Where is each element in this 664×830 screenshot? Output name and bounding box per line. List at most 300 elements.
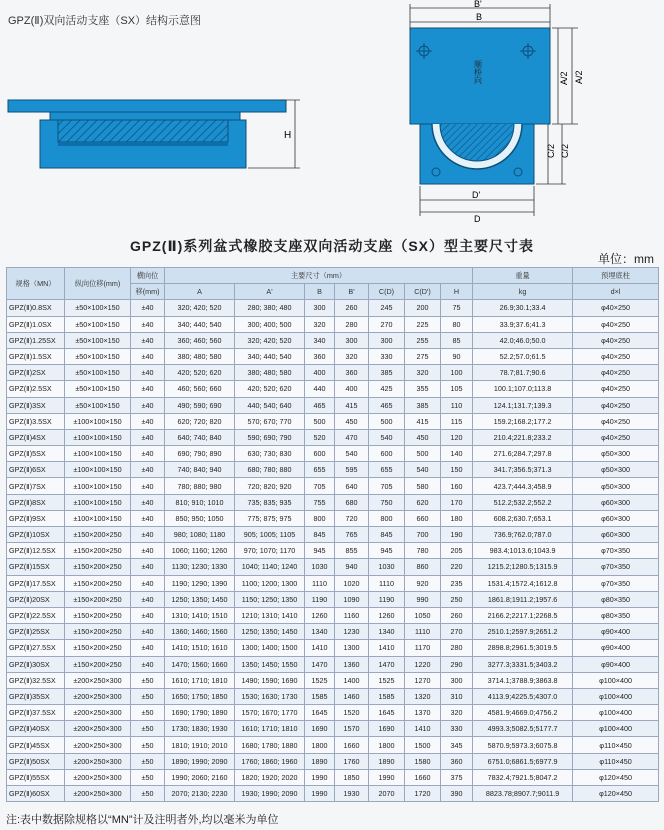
table-row <box>7 462 659 478</box>
table-cell: 52.2;57.0;61.5 <box>473 348 573 364</box>
table-row <box>7 624 659 640</box>
table-cell: 1470; 1560; 1660 <box>165 656 235 672</box>
model-cell: GPZ(Ⅱ)15SX <box>7 559 65 575</box>
table-cell: φ40×250 <box>573 316 659 332</box>
table-cell: 1160 <box>335 607 369 623</box>
table-cell: 5870.9;5973.3;6075.8 <box>473 737 573 753</box>
table-cell: 465 <box>305 397 335 413</box>
table-cell: φ40×250 <box>573 365 659 381</box>
table-cell: 1610; 1710; 1810 <box>165 672 235 688</box>
table-cell: φ70×350 <box>573 543 659 559</box>
table-cell: 270 <box>441 624 473 640</box>
table-cell: 1020 <box>335 575 369 591</box>
table-row <box>7 332 659 348</box>
table-cell: 1250; 1350; 1450 <box>165 591 235 607</box>
table-cell: 1890; 1990; 2090 <box>165 753 235 769</box>
table-cell: 7832.4;7921.5;8047.2 <box>473 769 573 785</box>
table-cell: ±50×100×150 <box>65 397 131 413</box>
table-cell: 235 <box>441 575 473 591</box>
table-cell: 800 <box>305 510 335 526</box>
table-cell: 1990; 2060; 2160 <box>165 769 235 785</box>
table-cell: 980; 1080; 1180 <box>165 527 235 543</box>
table-cell: 2166.2;2217.1;2268.5 <box>473 607 573 623</box>
table-cell: 1760 <box>335 753 369 769</box>
table-cell: ±40 <box>131 607 165 623</box>
table-cell: 200 <box>405 300 441 316</box>
table-cell: φ90×400 <box>573 656 659 672</box>
table-cell: 250 <box>441 591 473 607</box>
dim-c-half-2: C/2 <box>560 143 570 158</box>
table-cell: 415 <box>405 413 441 429</box>
table-cell: 300 <box>305 300 335 316</box>
table-cell: 750 <box>369 494 405 510</box>
table-cell: 845 <box>369 527 405 543</box>
table-row <box>7 705 659 721</box>
table-cell: ±150×200×250 <box>65 656 131 672</box>
table-cell: 655 <box>369 462 405 478</box>
table-cell: 80 <box>441 316 473 332</box>
table-cell: ±50×100×150 <box>65 365 131 381</box>
table-cell: 120 <box>441 429 473 445</box>
table-cell: 945 <box>305 543 335 559</box>
table-cell: 845 <box>305 527 335 543</box>
table-cell: 655 <box>305 462 335 478</box>
table-row <box>7 753 659 769</box>
table-cell: 1360 <box>335 656 369 672</box>
table-cell: 1215.2;1280.5;1315.9 <box>473 559 573 575</box>
table-cell: ±40 <box>131 332 165 348</box>
table-cell: 423.7;444.3;458.9 <box>473 478 573 494</box>
header-transverse-top: 横向位 <box>131 268 165 284</box>
table-cell: 360 <box>441 753 473 769</box>
table-cell: 400 <box>305 365 335 381</box>
table-cell: 140 <box>441 446 473 462</box>
header-anchor: 预埋底柱 <box>573 268 659 284</box>
table-cell: 340 <box>305 332 335 348</box>
table-cell: φ60×300 <box>573 510 659 526</box>
model-cell: GPZ(Ⅱ)20SX <box>7 591 65 607</box>
table-cell: 1520 <box>335 705 369 721</box>
dim-d-prime: D' <box>472 190 481 200</box>
table-cell: 1260 <box>369 607 405 623</box>
table-cell: 415 <box>335 397 369 413</box>
table-cell: 1650; 1750; 1850 <box>165 688 235 704</box>
table-cell: ±100×100×150 <box>65 478 131 494</box>
table-cell: 360; 460; 560 <box>165 332 235 348</box>
table-row <box>7 316 659 332</box>
table-row <box>7 769 659 785</box>
table-cell: 105 <box>441 381 473 397</box>
table-cell: ±50 <box>131 786 165 802</box>
table-cell: 2070; 2130; 2230 <box>165 786 235 802</box>
header-weight-unit: kg <box>473 284 573 300</box>
table-cell: 270 <box>369 316 405 332</box>
table-row <box>7 397 659 413</box>
table-cell: 1861.8;1911.2;1957.6 <box>473 591 573 607</box>
table-cell: ±150×200×250 <box>65 624 131 640</box>
table-cell: 320 <box>335 348 369 364</box>
table-cell: 2510.1;2597.9;2651.2 <box>473 624 573 640</box>
header-anchor-sub: d×l <box>573 284 659 300</box>
table-cell: 159.2;168.2;177.2 <box>473 413 573 429</box>
table-cell: 780; 880; 980 <box>165 478 235 494</box>
table-cell: ±40 <box>131 494 165 510</box>
dim-a-half-1: A/2 <box>559 71 569 85</box>
dim-b: B <box>476 12 483 22</box>
table-cell: 355 <box>405 381 441 397</box>
table-cell: ±150×200×250 <box>65 559 131 575</box>
table-cell: 320; 420; 520 <box>165 300 235 316</box>
table-row <box>7 348 659 364</box>
table-row <box>7 672 659 688</box>
table-cell: 6751.0;6861.5;6977.9 <box>473 753 573 769</box>
table-row <box>7 429 659 445</box>
table-cell: 680 <box>335 494 369 510</box>
table-cell: 4581.9;4669.0;4756.2 <box>473 705 573 721</box>
table-cell: 1990 <box>305 769 335 785</box>
table-cell: 33.9;37.6;41.3 <box>473 316 573 332</box>
table-cell: 630; 730; 830 <box>235 446 305 462</box>
header-main-dims: 主要尺寸（mm） <box>165 268 473 284</box>
model-cell: GPZ(Ⅱ)3SX <box>7 397 65 413</box>
table-cell: 340; 440; 540 <box>165 316 235 332</box>
plan-view-drawing <box>0 0 664 232</box>
table-cell: 425 <box>369 381 405 397</box>
table-cell: ±100×100×150 <box>65 510 131 526</box>
table-cell: ±200×250×300 <box>65 705 131 721</box>
table-row <box>7 381 659 397</box>
table-cell: 540 <box>369 429 405 445</box>
table-cell: ±100×100×150 <box>65 494 131 510</box>
table-cell: 765 <box>335 527 369 543</box>
table-cell: 340; 440; 540 <box>235 348 305 364</box>
table-cell: 1340 <box>369 624 405 640</box>
table-cell: ±40 <box>131 397 165 413</box>
table-cell: ±40 <box>131 510 165 526</box>
table-cell: 1690 <box>369 721 405 737</box>
model-cell: GPZ(Ⅱ)1.0SX <box>7 316 65 332</box>
table-cell: φ40×250 <box>573 397 659 413</box>
model-cell: GPZ(Ⅱ)40SX <box>7 721 65 737</box>
table-cell: 1410 <box>305 640 335 656</box>
table-cell: φ40×250 <box>573 413 659 429</box>
table-cell: 1930 <box>335 786 369 802</box>
table-cell: 450 <box>405 429 441 445</box>
table-cell: φ50×300 <box>573 478 659 494</box>
table-cell: 1500 <box>405 737 441 753</box>
table-cell: 1850 <box>335 769 369 785</box>
table-cell: ±150×200×250 <box>65 607 131 623</box>
table-cell: 190 <box>441 527 473 543</box>
table-cell: 490; 590; 690 <box>165 397 235 413</box>
table-cell: 90 <box>441 348 473 364</box>
table-cell: ±200×250×300 <box>65 786 131 802</box>
table-cell: ±40 <box>131 348 165 364</box>
table-cell: 300 <box>441 672 473 688</box>
table-cell: φ50×300 <box>573 446 659 462</box>
table-cell: φ110×450 <box>573 753 659 769</box>
table-cell: ±40 <box>131 365 165 381</box>
table-cell: 345 <box>441 737 473 753</box>
dim-b-prime: B' <box>474 0 482 9</box>
table-cell: ±200×250×300 <box>65 721 131 737</box>
table-cell: 150 <box>441 462 473 478</box>
table-cell: ±40 <box>131 624 165 640</box>
header-col-b: B <box>305 284 335 300</box>
table-cell: 700 <box>405 527 441 543</box>
table-cell: 1760; 1860; 1960 <box>235 753 305 769</box>
table-cell: 320 <box>305 316 335 332</box>
diagram-title: GPZ(Ⅱ)双向活动支座（SX）结构示意图 <box>8 15 202 27</box>
table-cell: 1350; 1450; 1550 <box>235 656 305 672</box>
table-cell: ±40 <box>131 575 165 591</box>
table-cell: ±40 <box>131 527 165 543</box>
header-col-b-prime: B' <box>335 284 369 300</box>
unit-label: 单位：mm <box>598 252 654 266</box>
table-cell: 905; 1005; 1105 <box>235 527 305 543</box>
table-cell: ±50 <box>131 705 165 721</box>
model-cell: GPZ(Ⅱ)9SX <box>7 510 65 526</box>
table-cell: ±100×100×150 <box>65 413 131 429</box>
table-cell: ±40 <box>131 429 165 445</box>
table-cell: 608.2;630.7;653.1 <box>473 510 573 526</box>
table-cell: ±50×100×150 <box>65 300 131 316</box>
table-cell: ±50×100×150 <box>65 316 131 332</box>
header-col-c-d-prime: C(D') <box>405 284 441 300</box>
table-cell: ±40 <box>131 543 165 559</box>
table-cell: 1660 <box>405 769 441 785</box>
table-cell: 1190 <box>305 591 335 607</box>
table-cell: 280 <box>335 316 369 332</box>
table-cell: 1530; 1630; 1730 <box>235 688 305 704</box>
table-cell: 1570; 1670; 1770 <box>235 705 305 721</box>
table-cell: 1680; 1780; 1880 <box>235 737 305 753</box>
table-cell: 360 <box>335 365 369 381</box>
table-cell: ±150×200×250 <box>65 527 131 543</box>
table-cell: 705 <box>305 478 335 494</box>
table-cell: 2070 <box>369 786 405 802</box>
table-cell: 320 <box>441 705 473 721</box>
table-cell: 680; 780; 880 <box>235 462 305 478</box>
table-cell: 1585 <box>369 688 405 704</box>
table-cell: φ100×400 <box>573 721 659 737</box>
table-row <box>7 591 659 607</box>
table-cell: φ40×250 <box>573 348 659 364</box>
table-cell: 310 <box>441 688 473 704</box>
table-cell: ±40 <box>131 478 165 494</box>
table-cell: 380; 480; 580 <box>165 348 235 364</box>
model-cell: GPZ(Ⅱ)27.5SX <box>7 640 65 656</box>
table-cell: φ90×400 <box>573 640 659 656</box>
table-cell: ±40 <box>131 462 165 478</box>
table-cell: 860 <box>405 559 441 575</box>
table-cell: 3714.1;3788.9;3863.8 <box>473 672 573 688</box>
table-cell: 1060; 1160; 1260 <box>165 543 235 559</box>
table-cell: 75 <box>441 300 473 316</box>
table-cell: 1040; 1140; 1240 <box>235 559 305 575</box>
table-cell: 1340 <box>305 624 335 640</box>
table-cell: ±40 <box>131 381 165 397</box>
model-cell: GPZ(Ⅱ)8SX <box>7 494 65 510</box>
table-cell: 512.2;532.2;552.2 <box>473 494 573 510</box>
table-cell: ±50 <box>131 753 165 769</box>
table-cell: φ40×250 <box>573 300 659 316</box>
table-cell: 1110 <box>405 624 441 640</box>
table-cell: 300; 400; 500 <box>235 316 305 332</box>
table-row <box>7 640 659 656</box>
table-cell: φ90×400 <box>573 624 659 640</box>
table-cell: 1820; 1920; 2020 <box>235 769 305 785</box>
table-cell: ±50 <box>131 672 165 688</box>
table-cell: 983.4;1013.6;1043.9 <box>473 543 573 559</box>
table-cell: 1220 <box>405 656 441 672</box>
table-cell: φ100×400 <box>573 672 659 688</box>
model-cell: GPZ(Ⅱ)17.5SX <box>7 575 65 591</box>
table-cell: 740; 840; 940 <box>165 462 235 478</box>
model-cell: GPZ(Ⅱ)5SX <box>7 446 65 462</box>
table-cell: 1300; 1400; 1500 <box>235 640 305 656</box>
table-cell: ±40 <box>131 300 165 316</box>
table-cell: 1990 <box>305 786 335 802</box>
table-cell: ±50 <box>131 737 165 753</box>
table-cell: 440; 540; 640 <box>235 397 305 413</box>
table-cell: 1890 <box>369 753 405 769</box>
table-cell: 260 <box>441 607 473 623</box>
table-cell: 520 <box>305 429 335 445</box>
table-cell: φ120×450 <box>573 769 659 785</box>
table-cell: ±100×100×150 <box>65 446 131 462</box>
header-col-a-prime: A' <box>235 284 305 300</box>
table-cell: 330 <box>441 721 473 737</box>
table-cell: 1690 <box>305 721 335 737</box>
table-cell: φ50×300 <box>573 462 659 478</box>
table-cell: 220 <box>441 559 473 575</box>
footnote: 注:表中数据除规格以“MN”计及注明者外,均以毫米为单位 <box>6 814 279 826</box>
table-cell: 1170 <box>405 640 441 656</box>
header-model: 规格（MN） <box>7 268 65 300</box>
table-cell: 660 <box>405 510 441 526</box>
table-cell: 640; 740; 840 <box>165 429 235 445</box>
table-cell: 800 <box>369 510 405 526</box>
table-cell: φ100×400 <box>573 688 659 704</box>
table-cell: 42.0;46.0;50.0 <box>473 332 573 348</box>
table-cell: φ80×350 <box>573 607 659 623</box>
model-cell: GPZ(Ⅱ)50SX <box>7 753 65 769</box>
table-cell: 300 <box>335 332 369 348</box>
bridge-direction-label: 顺桥向 <box>473 60 483 84</box>
table-cell: ±200×250×300 <box>65 688 131 704</box>
model-cell: GPZ(Ⅱ)35SX <box>7 688 65 704</box>
table-cell: φ40×250 <box>573 429 659 445</box>
table-cell: 1320 <box>405 688 441 704</box>
table-cell: ±100×100×150 <box>65 462 131 478</box>
model-cell: GPZ(Ⅱ)12.5SX <box>7 543 65 559</box>
table-cell: 600 <box>305 446 335 462</box>
table-cell: 124.1;131.7;139.3 <box>473 397 573 413</box>
table-cell: 990 <box>405 591 441 607</box>
table-cell: 1030 <box>305 559 335 575</box>
table-cell: 540 <box>405 462 441 478</box>
table-cell: 1570 <box>335 721 369 737</box>
header-col-a: A <box>165 284 235 300</box>
spec-table <box>6 267 659 802</box>
table-cell: 1370 <box>405 705 441 721</box>
model-cell: GPZ(Ⅱ)2.5SX <box>7 381 65 397</box>
table-cell: 330 <box>369 348 405 364</box>
model-cell: GPZ(Ⅱ)32.5SX <box>7 672 65 688</box>
model-cell: GPZ(Ⅱ)10SX <box>7 527 65 543</box>
table-cell: 1930; 1990; 2090 <box>235 786 305 802</box>
table-cell: 110 <box>441 397 473 413</box>
table-cell: 620; 720; 820 <box>165 413 235 429</box>
table-cell: 1470 <box>369 656 405 672</box>
table-cell: 1470 <box>305 656 335 672</box>
table-cell: 580 <box>405 478 441 494</box>
table-cell: ±40 <box>131 316 165 332</box>
table-cell: 735; 835; 935 <box>235 494 305 510</box>
table-cell: 720; 820; 920 <box>235 478 305 494</box>
model-cell: GPZ(Ⅱ)1.5SX <box>7 348 65 364</box>
table-row <box>7 559 659 575</box>
table-cell: 1810; 1910; 2010 <box>165 737 235 753</box>
table-cell: ±50×100×150 <box>65 381 131 397</box>
table-cell: 320; 420; 520 <box>235 332 305 348</box>
table-cell: 385 <box>369 365 405 381</box>
table-cell: 290 <box>441 656 473 672</box>
table-cell: 1800 <box>369 737 405 753</box>
table-cell: 1410 <box>369 640 405 656</box>
table-cell: ±40 <box>131 640 165 656</box>
header-col-h: H <box>441 284 473 300</box>
table-cell: 1410 <box>405 721 441 737</box>
dim-h: H <box>284 130 292 141</box>
table-cell: 300 <box>369 332 405 348</box>
table-cell: 1580 <box>405 753 441 769</box>
table-cell: 945 <box>369 543 405 559</box>
table-row <box>7 478 659 494</box>
table-cell: 1210; 1310; 1410 <box>235 607 305 623</box>
table-row <box>7 543 659 559</box>
table-cell: 380; 480; 580 <box>235 365 305 381</box>
table-cell: 341.7;356.5;371.3 <box>473 462 573 478</box>
table-cell: 1490; 1590; 1690 <box>235 672 305 688</box>
table-cell: 1890 <box>305 753 335 769</box>
table-cell: 360 <box>305 348 335 364</box>
model-cell: GPZ(Ⅱ)25SX <box>7 624 65 640</box>
table-cell: 940 <box>335 559 369 575</box>
table-cell: 26.9;30.1;33.4 <box>473 300 573 316</box>
table-cell: 1410; 1510; 1610 <box>165 640 235 656</box>
table-cell: 1525 <box>369 672 405 688</box>
table-cell: 1270 <box>405 672 441 688</box>
table-cell: ±50 <box>131 721 165 737</box>
table-cell: 460; 560; 660 <box>165 381 235 397</box>
table-cell: 1110 <box>369 575 405 591</box>
table-cell: φ70×350 <box>573 559 659 575</box>
table-cell: ±150×200×250 <box>65 543 131 559</box>
table-cell: φ110×450 <box>573 737 659 753</box>
table-cell: 1150; 1250; 1350 <box>235 591 305 607</box>
table-cell: 3277.3;3331.5;3403.2 <box>473 656 573 672</box>
table-cell: 470 <box>335 429 369 445</box>
table-cell: 600 <box>369 446 405 462</box>
table-cell: φ120×450 <box>573 786 659 802</box>
table-cell: 390 <box>441 786 473 802</box>
table-cell: 115 <box>441 413 473 429</box>
table-cell: φ40×250 <box>573 332 659 348</box>
table-cell: ±50 <box>131 769 165 785</box>
table-row <box>7 365 659 381</box>
